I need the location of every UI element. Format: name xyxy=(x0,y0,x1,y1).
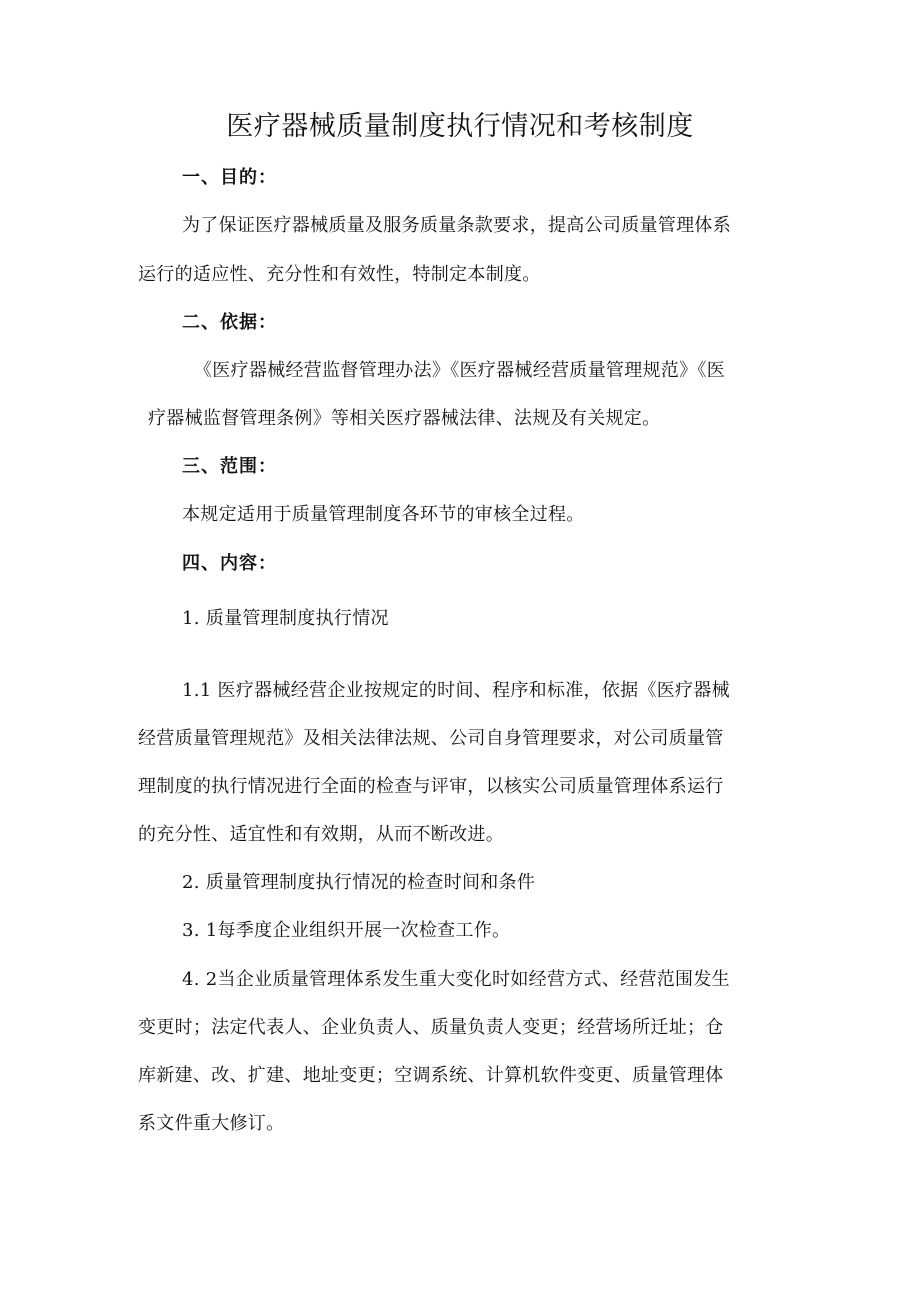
content-item-1-1-line-4: 的充分性、适宜性和有效期，从而不断改进。 xyxy=(138,824,504,845)
content-item-1-1-line-1: 1.1 医疗器械经营企业按规定的时间、程序和标准，依据《医疗器械 xyxy=(182,680,730,701)
section-heading-content: 四、内容： xyxy=(182,553,277,574)
scope-line-1: 本规定适用于质量管理制度各环节的审核全过程。 xyxy=(182,504,585,525)
document-title: 医疗器械质量制度执行情况和考核制度 xyxy=(226,111,694,142)
content-item-3: 3. 1每季度企业组织开展一次检查工作。 xyxy=(182,920,511,941)
section-heading-scope: 三、范围： xyxy=(182,456,277,477)
content-item-4-line-4: 系文件重大修订。 xyxy=(138,1113,285,1134)
content-item-1-1-line-3: 理制度的执行情况进行全面的检查与评审，以核实公司质量管理体系运行 xyxy=(138,776,724,797)
basis-line-2: 疗器械监督管理条例》等相关医疗器械法律、法规及有关规定。 xyxy=(148,408,661,429)
content-item-4-line-3: 库新建、改、扩建、地址变更；空调系统、计算机软件变更、质量管理体 xyxy=(138,1065,724,1086)
purpose-line-2: 运行的适应性、充分性和有效性，特制定本制度。 xyxy=(138,264,541,285)
content-item-1: 1. 质量管理制度执行情况 xyxy=(182,608,389,629)
content-item-4-line-1: 4. 2当企业质量管理体系发生重大变化时如经营方式、经营范围发生 xyxy=(182,969,730,990)
section-heading-purpose: 一、目的： xyxy=(182,167,277,188)
section-heading-basis: 二、依据： xyxy=(182,312,277,333)
purpose-text-1: 为了保证医疗器械质量及服务质量条款要求，提高公司质量管理体系 xyxy=(182,215,731,236)
content-item-4-line-2: 变更时；法定代表人、企业负责人、质量负责人变更；经营场所迁址；仓 xyxy=(138,1017,724,1038)
content-item-1-1-line-2: 经营质量管理规范》及相关法律法规、公司自身管理要求，对公司质量管 xyxy=(138,728,724,749)
basis-line-1: 《医疗器械经营监督管理办法》《医疗器械经营质量管理规范》《医 xyxy=(194,360,725,381)
purpose-line-1 xyxy=(182,211,782,237)
content-item-2: 2. 质量管理制度执行情况的检查时间和条件 xyxy=(182,872,536,893)
